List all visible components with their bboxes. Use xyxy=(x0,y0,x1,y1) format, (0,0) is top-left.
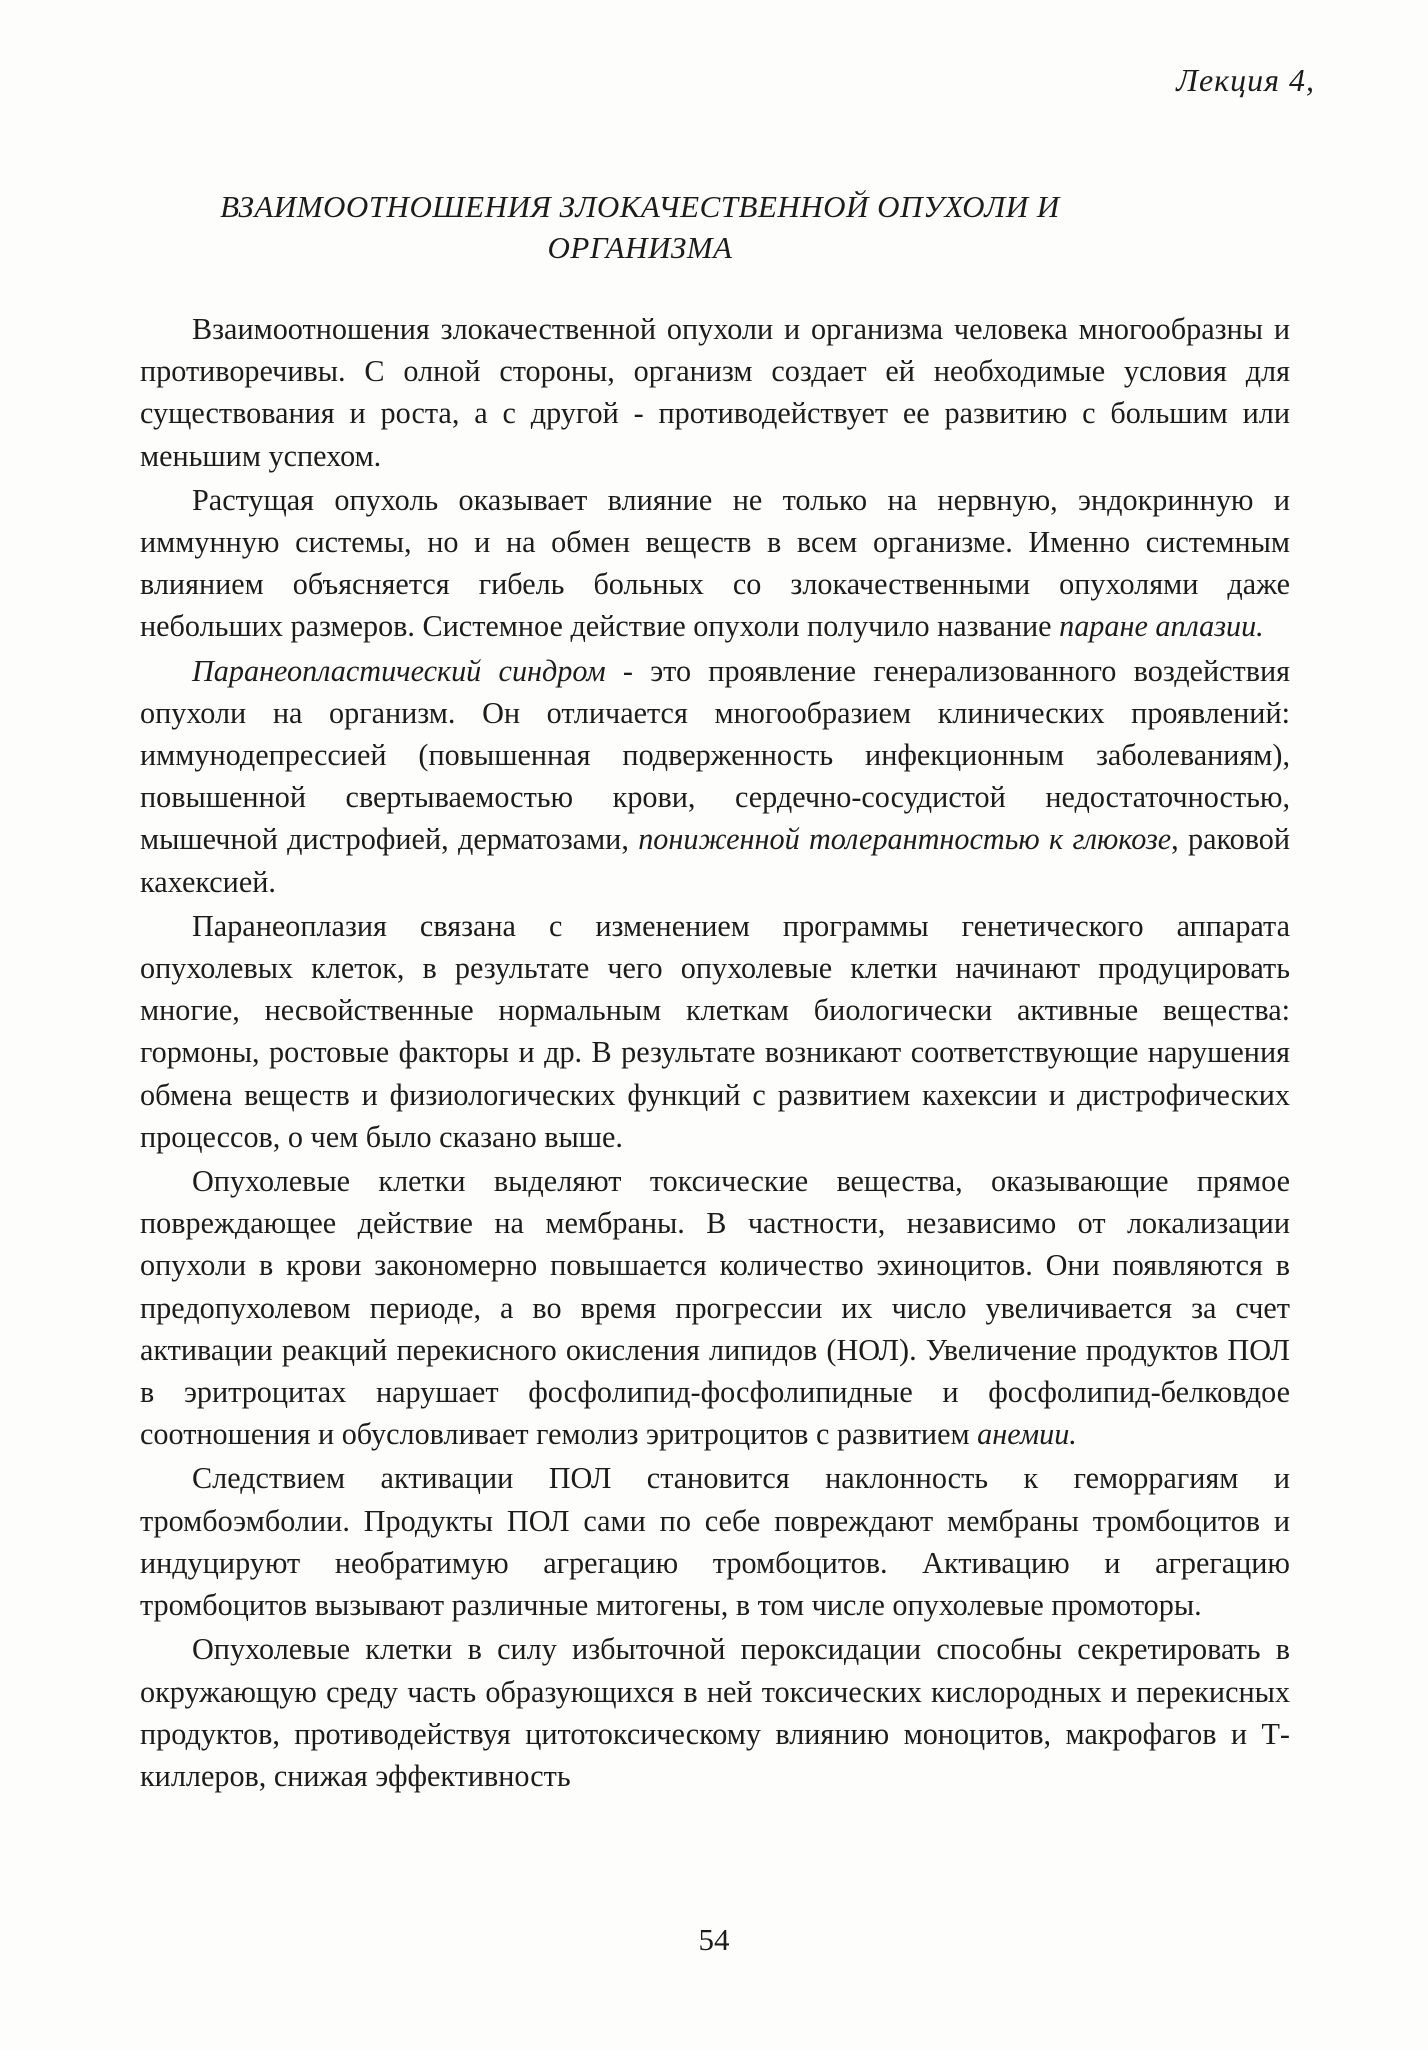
page-number: 54 xyxy=(698,1922,730,1957)
paragraph-7-text: Опухолевые клетки в силу избыточной пероксидации способны секретировать в окружающую среду часть образующихся в ней токсических кислородных и перекисных продуктов, противодействуя цитотоксическому влиянию моноцитов, макрофагов и Т-киллеров, снижая эффективность xyxy=(140,1632,1290,1793)
paragraph-4 xyxy=(140,905,1290,1158)
paragraph-3-text-end: , раковой кахексией. xyxy=(140,822,1290,899)
paragraph-6-text: Следствием активации ПОЛ становится наклонность к геморрагиям и тромбоэмболии. Продукты ПОЛ сами по себе повреждают мембраны тромбоцитов и индуцируют необратимую агрегацию тромбоцитов. Активацию и агрегацию тромбоцитов вызывают различные митогены, в том числе опухолевые промоторы. xyxy=(140,1461,1290,1623)
paragraph-2-text: Растущая опухоль оказывает влияние не только на нервную, эндокринную и иммунную системы, но и на обмен веществ в всем организме. Именно системным влиянием объясняется гибель больных со злокачественными опухолями даже небольших размеров. Системное действие опухоли получило название xyxy=(140,482,1290,644)
paragraph-7 xyxy=(140,1628,1290,1797)
paragraph-1 xyxy=(140,308,1290,477)
paragraph-2 xyxy=(140,479,1290,648)
chapter-title xyxy=(200,186,1080,268)
paragraph-3-term: Паранеопластический синдром xyxy=(192,653,606,688)
paragraph-4-text: Паранеоплазия связана с изменением программы генетического аппарата опухолевых клеток, в результате чего опухолевые клетки начинают продуцировать многие, несвойственные нормальным клеткам биологически активные вещества: гормоны, ростовые факторы и др. В результате возникают соответствующие нарушения обмена веществ и физиологических функций с развитием кахексии и дистрофических процессов, о чем было сказано выше. xyxy=(140,908,1290,1154)
body-text xyxy=(140,308,1290,1797)
paragraph-3-text: - это проявление генерализованного воздействия опухоли на организм. Он отличается многообразием клинических проявлений: иммунодепрессией (повышенная подверженность инфекционным заболеваниям), повышенной свертываемостью крови, сердечно-сосудистой недостаточностью, мышечной дистрофией, дерматозами, xyxy=(140,653,1290,857)
paragraph-2-term: паране аплазии. xyxy=(1059,609,1264,644)
paragraph-1-text: Взаимоотношения злокачественной опухоли и организма человека многообразны и противоречивы. С олной стороны, организм создает ей необходимые условия для существования и роста, а с другой - противодействует ее развитию с большим или меньшим успехом. xyxy=(140,312,1290,473)
chapter-title-line-1: ВЗАИМООТНОШЕНИЯ ЗЛОКАЧЕСТВЕННОЙ ОПУХОЛИ И xyxy=(220,189,1060,224)
paragraph-5-term: анемии. xyxy=(977,1417,1077,1452)
paragraph-3 xyxy=(140,650,1290,903)
chapter-title-line-2: ОРГАНИЗМА xyxy=(547,230,733,265)
paragraph-5 xyxy=(140,1160,1290,1455)
paragraph-5-text: Опухолевые клетки выделяют токсические вещества, оказывающие прямое повреждающее действие на мембраны. В частности, независимо от локализации опухоли в крови закономерно повышается количество эхиноцитов. Они появляются в предопухолевом периоде, а во время прогрессии их число увеличивается за счет активации реакций перекисного окисления липидов (НОЛ). Увеличение продуктов ПОЛ в эритроцитах нарушает фосфолипид-фосфолипидные и фосфолипид-белковдое соотношения и обусловливает гемолиз эритроцитов с развитием xyxy=(140,1164,1290,1452)
paragraph-3-term-2: пониженной толерантностью к глюкозе xyxy=(638,822,1172,857)
running-header: Лекция 4, xyxy=(1176,62,1315,98)
paragraph-6 xyxy=(140,1457,1290,1626)
